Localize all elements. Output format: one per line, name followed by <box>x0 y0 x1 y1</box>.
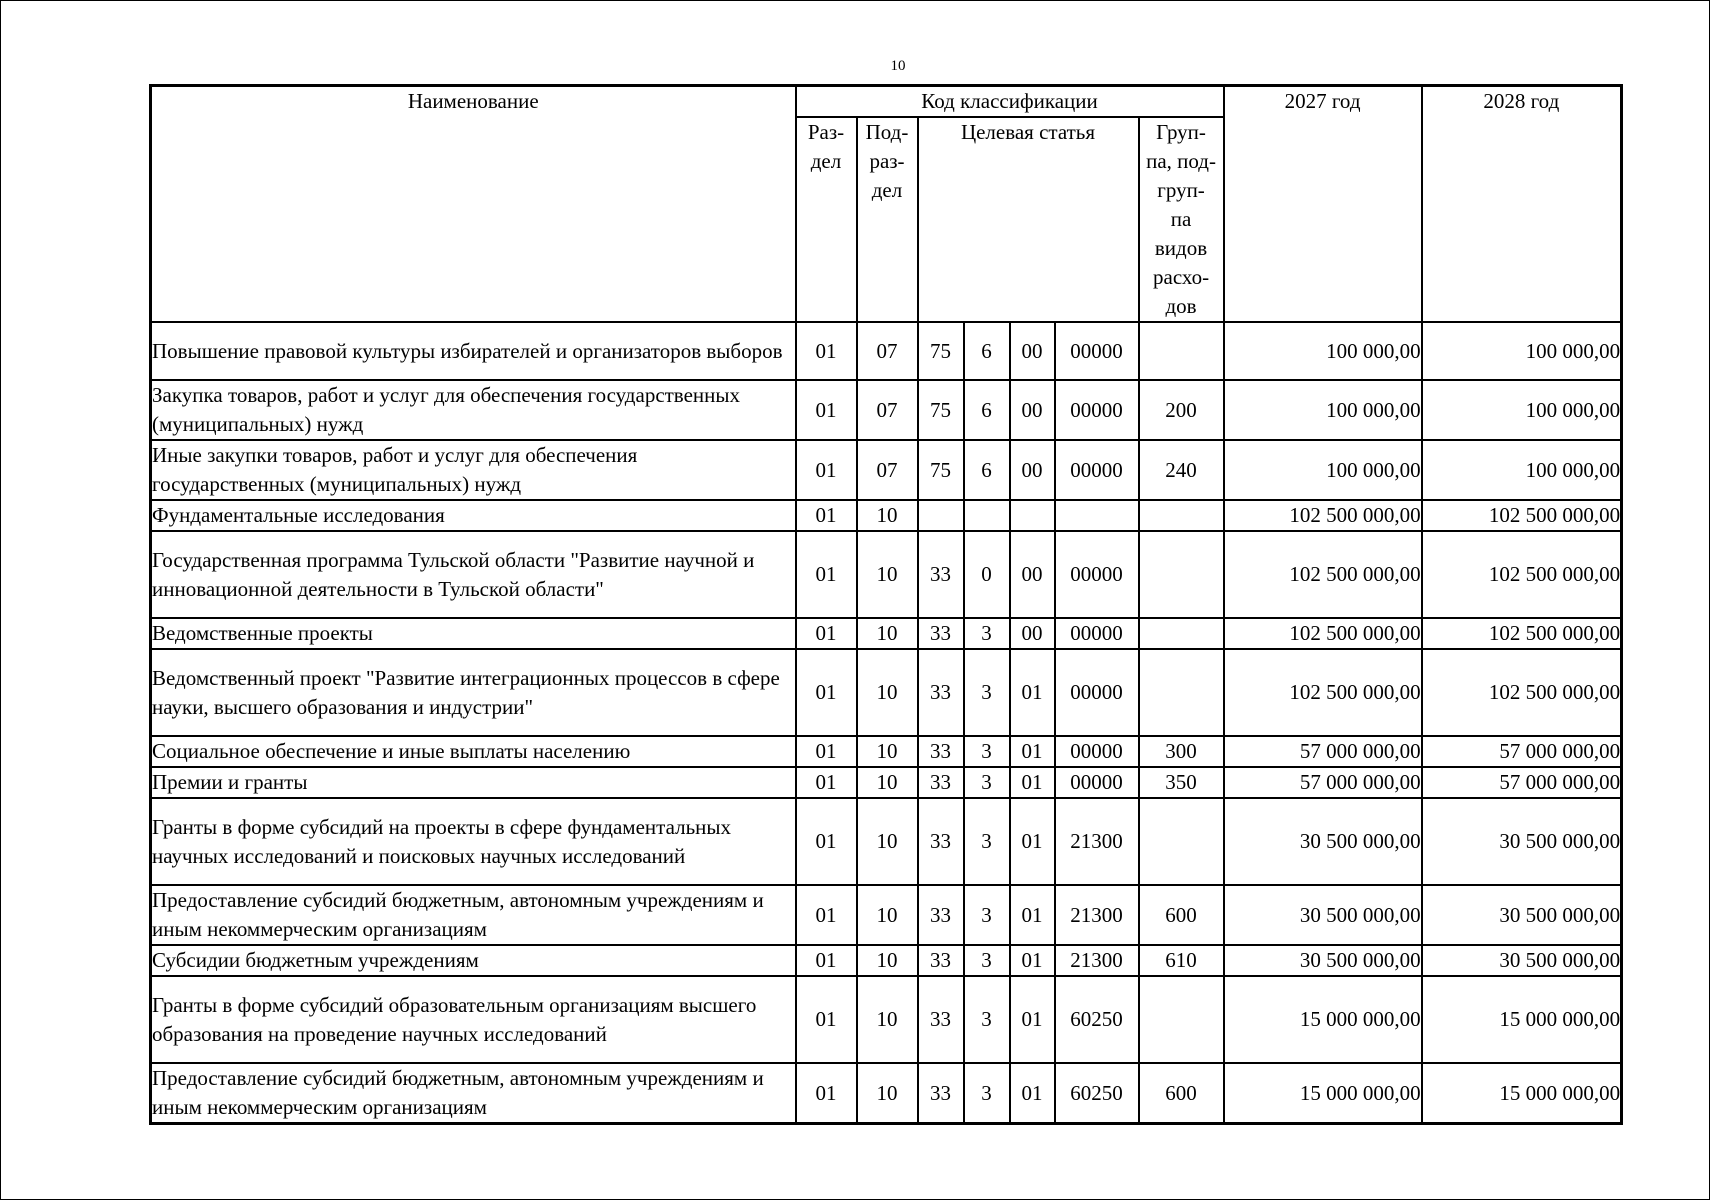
target-article-subprogram: 00 <box>1010 440 1055 500</box>
header-name: Наименование <box>151 86 796 323</box>
target-article-type: 3 <box>964 1063 1010 1124</box>
target-article-direction: 21300 <box>1055 885 1139 945</box>
amount-2027: 102 500 000,00 <box>1224 649 1422 736</box>
target-article-program: 33 <box>918 945 964 976</box>
razdel-code: 01 <box>796 798 857 885</box>
razdel-code: 01 <box>796 440 857 500</box>
target-article-direction: 00000 <box>1055 531 1139 618</box>
target-article-subprogram: 01 <box>1010 885 1055 945</box>
podrazdel-code: 10 <box>857 649 918 736</box>
target-article-direction: 00000 <box>1055 322 1139 380</box>
row-name: Предоставление субсидий бюджетным, автономным учреждениям и иным некоммерческим организациям <box>151 1063 796 1124</box>
target-article-program: 33 <box>918 736 964 767</box>
table-header <box>151 86 1622 323</box>
amount-2028: 57 000 000,00 <box>1422 767 1622 798</box>
razdel-code: 01 <box>796 531 857 618</box>
razdel-code: 01 <box>796 649 857 736</box>
amount-2028: 102 500 000,00 <box>1422 649 1622 736</box>
target-article-direction: 00000 <box>1055 440 1139 500</box>
target-article-program: 33 <box>918 885 964 945</box>
expense-group-code: 610 <box>1139 945 1224 976</box>
podrazdel-code: 10 <box>857 885 918 945</box>
amount-2027: 57 000 000,00 <box>1224 736 1422 767</box>
header-podrazdel: Под- раз- дел <box>857 117 918 322</box>
table-row <box>151 736 1622 767</box>
row-name: Закупка товаров, работ и услуг для обеспечения государственных (муниципальных) нужд <box>151 380 796 440</box>
row-name: Ведомственные проекты <box>151 618 796 649</box>
page-number: 10 <box>890 58 906 74</box>
podrazdel-code: 10 <box>857 1063 918 1124</box>
razdel-code: 01 <box>796 500 857 531</box>
target-article-subprogram: 01 <box>1010 798 1055 885</box>
row-name: Субсидии бюджетным учреждениям <box>151 945 796 976</box>
amount-2027: 15 000 000,00 <box>1224 1063 1422 1124</box>
razdel-code: 01 <box>796 618 857 649</box>
target-article-direction: 00000 <box>1055 380 1139 440</box>
target-article-program: 33 <box>918 798 964 885</box>
amount-2027: 102 500 000,00 <box>1224 500 1422 531</box>
row-name: Ведомственный проект "Развитие интеграционных процессов в сфере науки, высшего образования и индустрии" <box>151 649 796 736</box>
row-name: Государственная программа Тульской области "Развитие научной и инновационной деятельности в Тульской области" <box>151 531 796 618</box>
table-row <box>151 885 1622 945</box>
table-row <box>151 945 1622 976</box>
razdel-code: 01 <box>796 1063 857 1124</box>
target-article-subprogram: 01 <box>1010 736 1055 767</box>
target-article-type: 0 <box>964 531 1010 618</box>
amount-2027: 102 500 000,00 <box>1224 618 1422 649</box>
target-article-subprogram: 00 <box>1010 322 1055 380</box>
podrazdel-code: 10 <box>857 767 918 798</box>
target-article-direction: 00000 <box>1055 736 1139 767</box>
target-article-program: 75 <box>918 380 964 440</box>
target-article-direction: 21300 <box>1055 945 1139 976</box>
podrazdel-code: 10 <box>857 976 918 1063</box>
razdel-code: 01 <box>796 322 857 380</box>
expense-group-code: 350 <box>1139 767 1224 798</box>
razdel-code: 01 <box>796 380 857 440</box>
header-2027: 2027 год <box>1224 86 1422 323</box>
amount-2028: 102 500 000,00 <box>1422 618 1622 649</box>
amount-2027: 30 500 000,00 <box>1224 885 1422 945</box>
amount-2028: 100 000,00 <box>1422 380 1622 440</box>
target-article-program: 33 <box>918 531 964 618</box>
podrazdel-code: 07 <box>857 440 918 500</box>
header-classification: Код классификации <box>796 86 1224 118</box>
target-article-subprogram <box>1010 500 1055 531</box>
amount-2027: 15 000 000,00 <box>1224 976 1422 1063</box>
header-razdel: Раз- дел <box>796 117 857 322</box>
table-row <box>151 767 1622 798</box>
row-name: Повышение правовой культуры избирателей и организаторов выборов <box>151 322 796 380</box>
expense-group-code: 300 <box>1139 736 1224 767</box>
amount-2028: 30 500 000,00 <box>1422 945 1622 976</box>
expense-group-code <box>1139 798 1224 885</box>
row-name: Социальное обеспечение и иные выплаты населению <box>151 736 796 767</box>
razdel-code: 01 <box>796 945 857 976</box>
podrazdel-code: 10 <box>857 945 918 976</box>
amount-2027: 57 000 000,00 <box>1224 767 1422 798</box>
table-row <box>151 531 1622 618</box>
expense-group-code <box>1139 649 1224 736</box>
amount-2028: 100 000,00 <box>1422 322 1622 380</box>
table-row <box>151 649 1622 736</box>
expense-group-code <box>1139 322 1224 380</box>
budget-table <box>149 84 1623 1125</box>
amount-2028: 57 000 000,00 <box>1422 736 1622 767</box>
row-name: Премии и гранты <box>151 767 796 798</box>
table-row <box>151 322 1622 380</box>
row-name: Фундаментальные исследования <box>151 500 796 531</box>
table-row <box>151 440 1622 500</box>
target-article-direction: 00000 <box>1055 618 1139 649</box>
target-article-subprogram: 00 <box>1010 618 1055 649</box>
target-article-program: 33 <box>918 649 964 736</box>
header-2028: 2028 год <box>1422 86 1622 323</box>
target-article-program: 75 <box>918 322 964 380</box>
target-article-subprogram: 01 <box>1010 767 1055 798</box>
amount-2028: 102 500 000,00 <box>1422 500 1622 531</box>
podrazdel-code: 10 <box>857 736 918 767</box>
expense-group-code <box>1139 618 1224 649</box>
amount-2027: 102 500 000,00 <box>1224 531 1422 618</box>
table-body <box>151 322 1622 1124</box>
target-article-subprogram: 01 <box>1010 649 1055 736</box>
table-row <box>151 618 1622 649</box>
target-article-direction <box>1055 500 1139 531</box>
table-row <box>151 500 1622 531</box>
target-article-direction: 00000 <box>1055 767 1139 798</box>
podrazdel-code: 10 <box>857 618 918 649</box>
podrazdel-code: 07 <box>857 322 918 380</box>
razdel-code: 01 <box>796 767 857 798</box>
row-name: Гранты в форме субсидий на проекты в сфере фундаментальных научных исследований и поисковых научных исследований <box>151 798 796 885</box>
amount-2027: 100 000,00 <box>1224 380 1422 440</box>
podrazdel-code: 10 <box>857 500 918 531</box>
expense-group-code <box>1139 531 1224 618</box>
table-row <box>151 380 1622 440</box>
target-article-program: 75 <box>918 440 964 500</box>
target-article-program: 33 <box>918 767 964 798</box>
row-name: Предоставление субсидий бюджетным, автономным учреждениям и иным некоммерческим организациям <box>151 885 796 945</box>
target-article-program <box>918 500 964 531</box>
target-article-type <box>964 500 1010 531</box>
target-article-subprogram: 00 <box>1010 531 1055 618</box>
expense-group-code: 600 <box>1139 885 1224 945</box>
target-article-direction: 21300 <box>1055 798 1139 885</box>
target-article-type: 6 <box>964 380 1010 440</box>
target-article-subprogram: 00 <box>1010 380 1055 440</box>
target-article-direction: 00000 <box>1055 649 1139 736</box>
table-row <box>151 798 1622 885</box>
target-article-program: 33 <box>918 1063 964 1124</box>
amount-2027: 30 500 000,00 <box>1224 798 1422 885</box>
target-article-type: 3 <box>964 649 1010 736</box>
row-name: Гранты в форме субсидий образовательным организациям высшего образования на проведение научных исследований <box>151 976 796 1063</box>
amount-2027: 30 500 000,00 <box>1224 945 1422 976</box>
target-article-type: 3 <box>964 798 1010 885</box>
target-article-program: 33 <box>918 976 964 1063</box>
razdel-code: 01 <box>796 736 857 767</box>
target-article-type: 3 <box>964 767 1010 798</box>
razdel-code: 01 <box>796 976 857 1063</box>
amount-2028: 30 500 000,00 <box>1422 885 1622 945</box>
table-row <box>151 976 1622 1063</box>
header-target-article: Целевая статья <box>918 117 1139 322</box>
target-article-type: 6 <box>964 440 1010 500</box>
target-article-direction: 60250 <box>1055 1063 1139 1124</box>
podrazdel-code: 10 <box>857 798 918 885</box>
table-row <box>151 1063 1622 1124</box>
amount-2028: 15 000 000,00 <box>1422 976 1622 1063</box>
expense-group-code: 240 <box>1139 440 1224 500</box>
expense-group-code: 200 <box>1139 380 1224 440</box>
target-article-program: 33 <box>918 618 964 649</box>
header-expense-group: Груп- па, под- груп- па видов расхо- дов <box>1139 117 1224 322</box>
target-article-type: 3 <box>964 618 1010 649</box>
podrazdel-code: 07 <box>857 380 918 440</box>
amount-2027: 100 000,00 <box>1224 322 1422 380</box>
row-name: Иные закупки товаров, работ и услуг для обеспечения государственных (муниципальных) нужд <box>151 440 796 500</box>
target-article-subprogram: 01 <box>1010 945 1055 976</box>
target-article-type: 6 <box>964 322 1010 380</box>
razdel-code: 01 <box>796 885 857 945</box>
amount-2028: 100 000,00 <box>1422 440 1622 500</box>
target-article-type: 3 <box>964 945 1010 976</box>
target-article-type: 3 <box>964 736 1010 767</box>
target-article-direction: 60250 <box>1055 976 1139 1063</box>
target-article-type: 3 <box>964 976 1010 1063</box>
amount-2028: 102 500 000,00 <box>1422 531 1622 618</box>
target-article-subprogram: 01 <box>1010 976 1055 1063</box>
amount-2027: 100 000,00 <box>1224 440 1422 500</box>
expense-group-code: 600 <box>1139 1063 1224 1124</box>
amount-2028: 15 000 000,00 <box>1422 1063 1622 1124</box>
target-article-type: 3 <box>964 885 1010 945</box>
expense-group-code <box>1139 976 1224 1063</box>
amount-2028: 30 500 000,00 <box>1422 798 1622 885</box>
podrazdel-code: 10 <box>857 531 918 618</box>
target-article-subprogram: 01 <box>1010 1063 1055 1124</box>
expense-group-code <box>1139 500 1224 531</box>
